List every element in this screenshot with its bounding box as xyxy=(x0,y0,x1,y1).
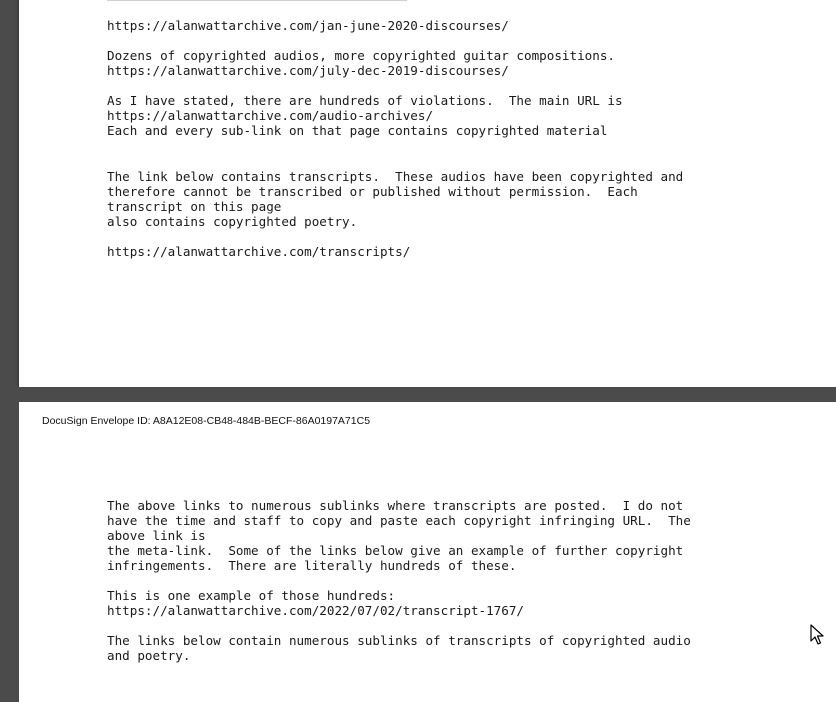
page1-line-11: https://alanwattarchive.com/transcripts/ xyxy=(107,244,411,259)
page2-line-7: https://alanwattarchive.com/2022/07/02/transcript-1767/ xyxy=(107,603,525,618)
page2-line-1: The above links to numerous sublinks where transcripts are posted. I do not xyxy=(107,498,684,513)
page1-line-4: As I have stated, there are hundreds of violations. The main URL is xyxy=(107,93,623,108)
viewer-background xyxy=(0,0,19,678)
page2-line-5: infringements. There are literally hundreds of these. xyxy=(107,558,517,573)
page1-line-10: also contains copyrighted poetry. xyxy=(107,214,358,229)
page2-line-2: have the time and staff to copy and paste each copyright infringing URL. The xyxy=(107,513,691,528)
page-gap xyxy=(0,387,836,402)
page1-line-8: therefore cannot be transcribed or published without permission. Each xyxy=(107,184,638,199)
page1-line-3: https://alanwattarchive.com/july-dec-2019-discourses/ xyxy=(107,63,509,78)
docusign-envelope-id: DocuSign Envelope ID: A8A12E08-CB48-484B-BECF-86A0197A71C5 xyxy=(42,415,371,427)
page1-line-6: Each and every sub-link on that page contains copyrighted material xyxy=(107,123,608,138)
page1-line-2: Dozens of copyrighted audios, more copyrighted guitar compositions. xyxy=(107,48,615,63)
page2-line-9: and poetry. xyxy=(107,648,191,663)
page2-line-6: This is one example of those hundreds: xyxy=(107,588,396,603)
page1-line-7: The link below contains transcripts. These audios have been copyrighted and xyxy=(107,169,684,184)
mouse-pointer-icon xyxy=(810,624,824,646)
page2-line-3: above link is xyxy=(107,528,206,543)
page1-line-9: transcript on this page xyxy=(107,199,282,214)
clipped-text-fragment xyxy=(107,0,407,1)
page1-line-1: https://alanwattarchive.com/jan-june-2020-discourses/ xyxy=(107,18,509,33)
page2-line-8: The links below contain numerous sublinks of transcripts of copyrighted audio xyxy=(107,633,691,648)
document-page-1 xyxy=(19,0,836,387)
document-page-2 xyxy=(19,402,836,702)
page2-line-4: the meta-link. Some of the links below give an example of further copyright xyxy=(107,543,684,558)
page1-line-5: https://alanwattarchive.com/audio-archives/ xyxy=(107,108,434,123)
